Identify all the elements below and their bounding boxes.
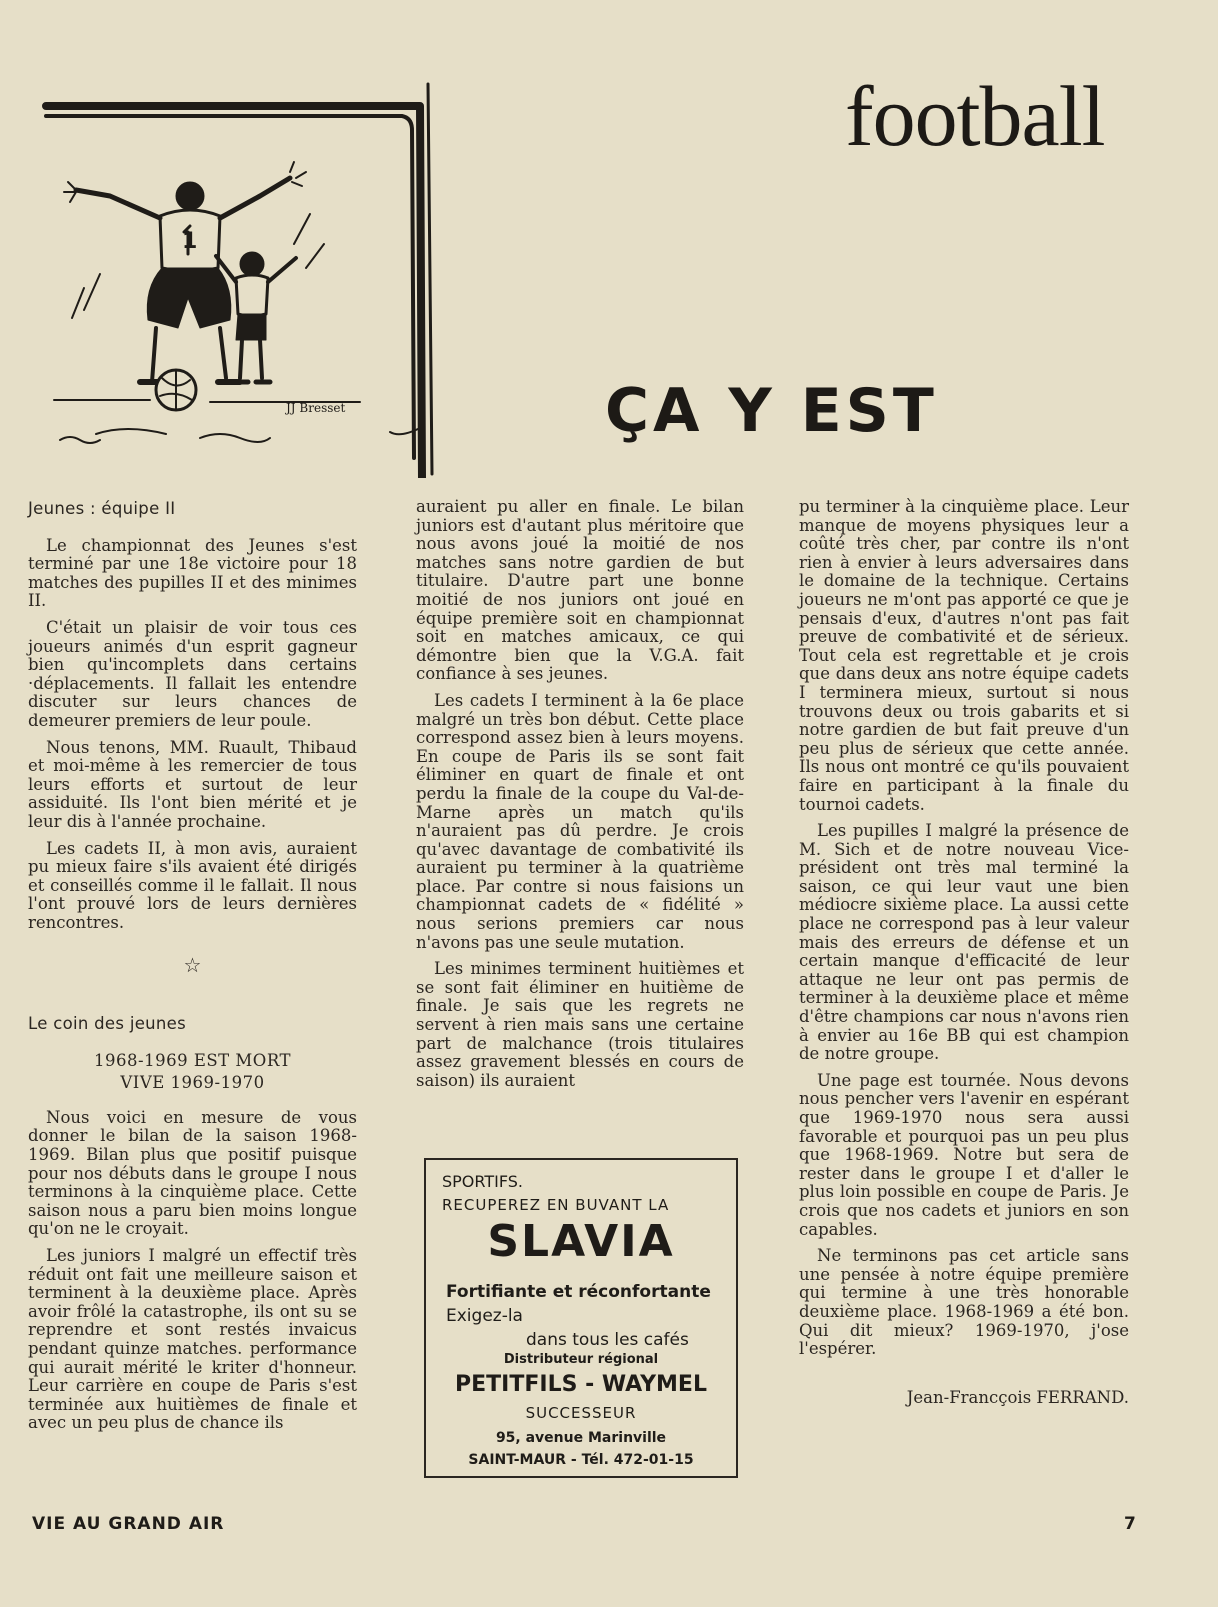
ad-city-phone: SAINT-MAUR - Tél. 472-01-15 — [468, 1452, 694, 1468]
paragraph: Les juniors I malgré un effectif très réduit ont fait une meilleure saison et terminent à la deuxième place. Après avoir frôlé la catastrophe, ils ont su se reprendre et sont restés invaicus pendant quinze matches. performance qui aurait mérité le kriter d'honneur. Leur carrière en coupe de Paris s'est terminée aux huitièmes de finale et avec un peu plus de chance ils — [28, 1246, 357, 1433]
ad-brand: SLAVIA — [487, 1216, 675, 1267]
ad-address: 95, avenue Marinville — [495, 1430, 667, 1446]
article-headline: ÇA Y EST — [605, 376, 938, 446]
jersey-number: 1 — [182, 229, 198, 254]
section-title: football — [845, 68, 1105, 164]
centered-line: 1968-1969 EST MORT — [94, 1050, 291, 1070]
author-signature: Jean-Francçois FERRAND. — [906, 1387, 1129, 1407]
illustration-signature: JJ Bresset — [286, 401, 346, 415]
middle-column — [416, 498, 744, 1098]
slavia-advertisement — [424, 1158, 738, 1478]
paragraph: C'était un plaisir de voir tous ces joueurs animés d'un esprit gagneur bien qu'incomplets dans certains ·déplacements. Il fallait les entendre discuter sur leurs chances de demeurer premiers de leur poule. — [28, 617, 357, 730]
page-number: 7 — [1124, 1514, 1137, 1534]
paragraph: Les pupilles I malgré la présence de M. Sich et de notre nouveau Vice-président ont très mal terminé la saison, ce qui leur vaut une bien médiocre sixième place. La aussi cette place ne correspond pas à leur valeur mais des erreurs de défense et un certain manque d'efficacité de leur attaque ne leur ont pas permis de terminer à la deuxième place et même d'être champions car nous n'avons rien à envier au 16e BB qui est champion de notre groupe. — [799, 821, 1129, 1064]
paragraph: Le championnat des Jeunes s'est terminé par une 18e victoire pour 18 matches des pupilles II et des minimes II. — [28, 535, 357, 611]
publication-name: VIE AU GRAND AIR — [32, 1514, 225, 1534]
ad-line: dans tous les cafés — [526, 1330, 689, 1350]
section-heading-jeunes: Jeunes : équipe II — [28, 499, 176, 518]
paragraph: Une page est tournée. Nous devons nous pencher vers l'avenir en espérant que 1969-1970 nous sera aussi favorable et pourquoi pas un peu plus que 1968-1969. Notre but sera de rester dans le groupe I et d'aller le plus loin possible en coupe de Paris. Je crois que nos cadets et juniors en son capables. — [799, 1070, 1129, 1239]
paragraph: Nous voici en mesure de vous donner le bilan de la saison 1968-1969. Bilan plus que positif puisque pour nos débuts dans le groupe I nous terminons à la cinquième place. Cette saison nous a paru bien moins longue qu'on ne le croyait. — [28, 1107, 357, 1239]
ad-line: RECUPEREZ EN BUVANT LA — [442, 1196, 670, 1214]
ad-distributor: PETITFILS - WAYMEL — [455, 1372, 707, 1397]
right-column — [799, 498, 1129, 1415]
ad-distributor-label: Distributeur régional — [503, 1352, 659, 1367]
star-separator-icon: ☆ — [183, 953, 202, 978]
paragraph: Les cadets II, à mon avis, auraient pu mieux faire s'ils avaient été dirigés et conseillés comme il le fallait. Il nous l'ont prouvé lors de leurs dernières rencontres. — [28, 838, 357, 932]
goalkeeper-illustration — [40, 78, 440, 478]
ad-line: Exigez-la — [446, 1306, 523, 1326]
ad-successor: SUCCESSEUR — [525, 1404, 637, 1422]
paragraph: auraient pu aller en finale. Le bilan juniors est d'autant plus méritoire que nous avons joué la moitié de nos matches sans notre gardien de but titulaire. D'autre part une bonne moitié de nos juniors ont joué en équipe première soit en championnat soit en matches amicaux, ce qui démontre bien que la V.G.A. fait confiance à ses jeunes. — [416, 497, 744, 684]
paragraph: Les minimes terminent huitièmes et se sont fait éliminer en huitième de finale. Je sais que les regrets ne servent à rien mais sans une certaine part de malchance (trois titulaires assez gravement blessés en cours de saison) ils auraient — [416, 959, 744, 1090]
paragraph: Nous tenons, MM. Ruault, Thibaud et moi-même à les remercier de tous leurs efforts et surtout de leur assiduité. Ils l'ont bien mérité et je leur dis à l'année prochaine. — [28, 737, 357, 831]
centered-line: VIVE 1969-1970 — [120, 1073, 265, 1093]
section-heading-coin: Le coin des jeunes — [28, 1014, 187, 1034]
ad-line: SPORTIFS. — [442, 1172, 524, 1191]
paragraph: pu terminer à la cinquième place. Leur manque de moyens physiques leur a coûté très cher, par contre ils n'ont rien à envier à leurs adversaires dans le domaine de la technique. Certains joueurs ne m'ont pas apporté ce que je pensais d'eux, d'autres n'ont pas fait preuve de combativité et de sérieux. Tout cela est regrettable et je crois que dans deux ans notre équipe cadets I terminera mieux, surtout si nous trouvons deux ou trois gabarits et si notre gardien de but fait preuve d'un peu plus de sérieux que cette année. Ils nous ont montré ce qu'ils pouvaient faire en participant à la finale du tournoi cadets. — [799, 497, 1129, 814]
ad-tagline: Fortifiante et réconfortante — [446, 1282, 711, 1302]
paragraph: Les cadets I terminent à la 6e place malgré un très bon début. Cette place correspond assez bien à leurs moyens. En coupe de Paris ils se sont fait éliminer en quart de finale et ont perdu la finale de la coupe du Val-de-Marne après un match qu'ils n'auraient pas dû perdre. Je crois qu'avec davantage de combativité ils auraient pu terminer à la quatrième place. Par contre si nous faisions un championnat cadets de « fidélité » nous serions premiers car nous n'avons pas une seule mutation. — [416, 690, 744, 952]
left-column — [28, 500, 357, 1441]
paragraph: Ne terminons pas cet article sans une pensée à notre équipe première qui termine à une très honorable deuxième place. 1968-1969 a été bon. Qui dit mieux? 1969-1970, j'ose l'espérer. — [799, 1246, 1129, 1359]
